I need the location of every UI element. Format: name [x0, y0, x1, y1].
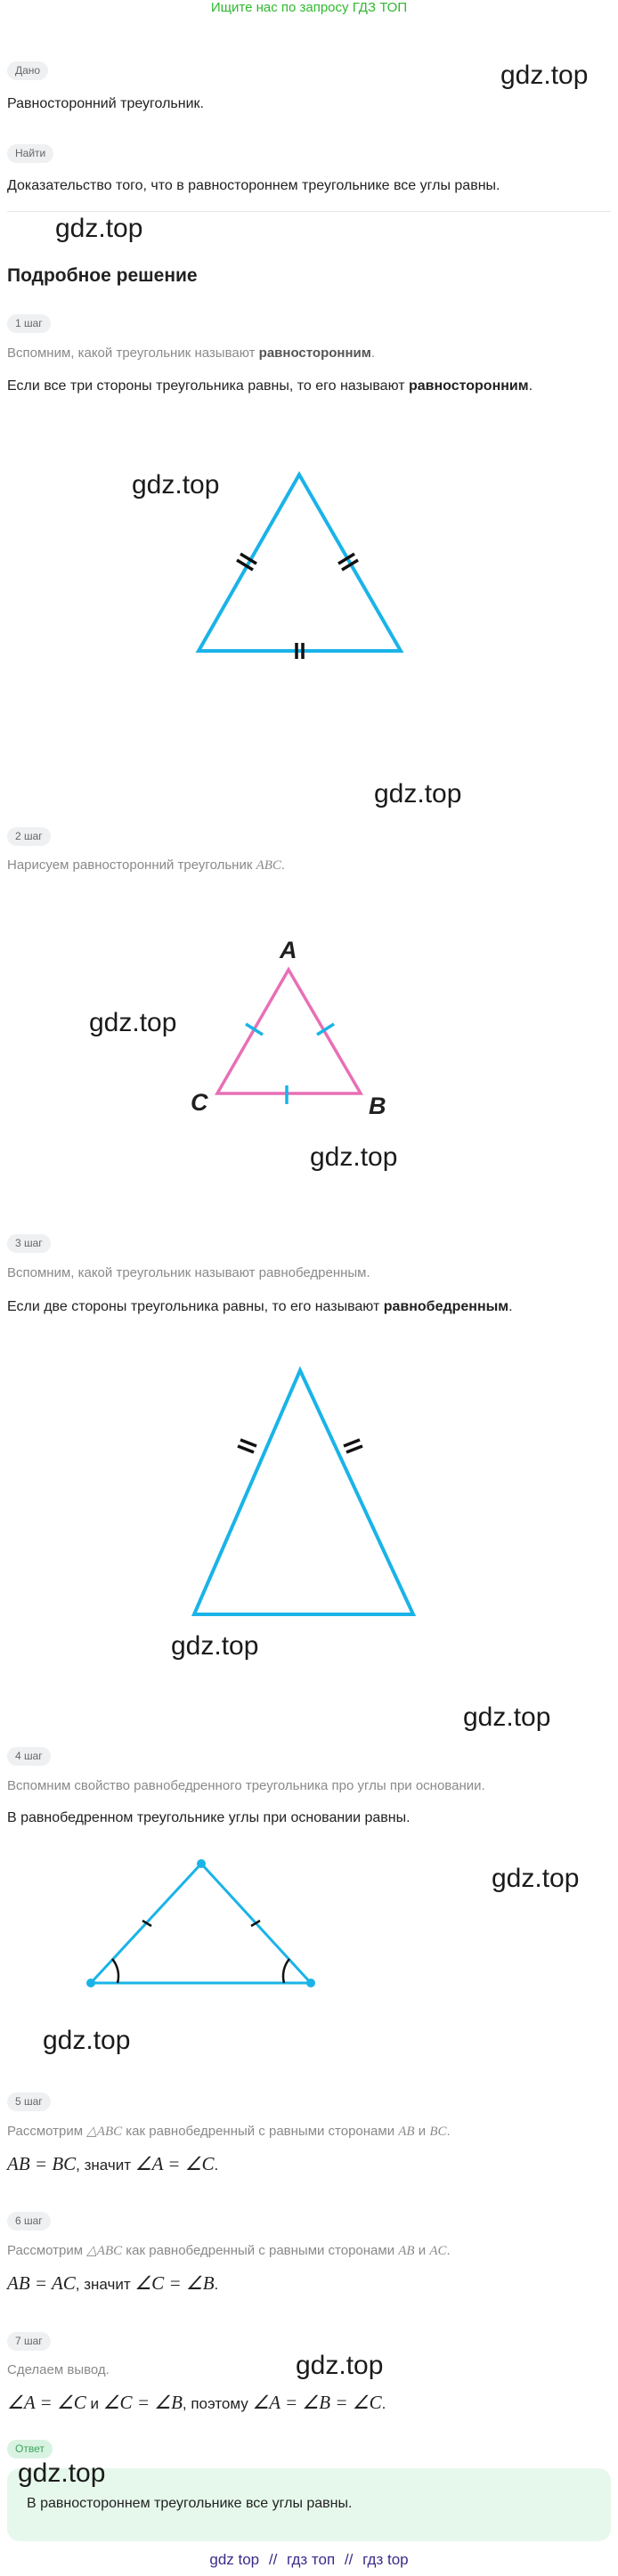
step3-hint: Вспомним, какой треугольник называют равнобедренным.	[7, 1265, 370, 1280]
footer-links	[0, 2551, 618, 2569]
vertex-label-b: B	[369, 1093, 386, 1119]
watermark: gdz.top	[132, 470, 220, 500]
step7-hint: Сделаем вывод.	[7, 2362, 110, 2377]
step5-chip: 5 шаг	[7, 2092, 51, 2111]
vertex-label-a: A	[280, 937, 297, 963]
watermark: gdz.top	[18, 2458, 106, 2488]
watermark: gdz.top	[55, 214, 143, 243]
step6-equation: AB = AC, значит ∠C = ∠B.	[7, 2272, 219, 2294]
step5-hint: Рассмотрим △ABC как равнобедренный с равными сторонами AB и BC.	[7, 2124, 451, 2139]
step6-chip: 6 шаг	[7, 2212, 51, 2231]
step2-hint: Нарисуем равносторонний треугольник ABC.	[7, 857, 286, 873]
top-banner[interactable]: Ищите нас по запросу ГДЗ ТОП	[210, 0, 408, 15]
find-text: Доказательство того, что в равностороннем треугольнике все углы равны.	[7, 178, 500, 193]
watermark: gdz.top	[43, 2026, 131, 2055]
vertex-label-c: C	[191, 1089, 208, 1116]
given-text: Равносторонний треугольник.	[7, 96, 204, 111]
watermark: gdz.top	[374, 779, 462, 809]
footer-link-gdz-top-mixed[interactable]: гдз top	[362, 2551, 409, 2568]
watermark: gdz.top	[310, 1142, 398, 1172]
step4-text: В равнобедренном треугольнике углы при основании равны.	[7, 1810, 411, 1825]
answer-chip: Ответ	[7, 2440, 53, 2458]
footer-link-gdz-top[interactable]: gdz top	[209, 2551, 260, 2568]
step2-chip: 2 шаг	[7, 827, 51, 846]
step6-hint: Рассмотрим △ABC как равнобедренный с равными сторонами AB и AC.	[7, 2243, 451, 2258]
step4-chip: 4 шаг	[7, 1747, 51, 1766]
find-chip: Найти	[7, 144, 53, 163]
answer-text: В равностороннем треугольнике все углы равны.	[27, 2496, 353, 2511]
watermark: gdz.top	[296, 2351, 384, 2380]
step3-chip: 3 шаг	[7, 1234, 51, 1253]
step4-hint: Вспомним свойство равнобедренного треугольника про углы при основании.	[7, 1778, 485, 1793]
watermark: gdz.top	[89, 1008, 177, 1037]
watermark: gdz.top	[171, 1631, 259, 1661]
given-chip: Дано	[7, 61, 48, 80]
watermark: gdz.top	[463, 1702, 551, 1732]
footer-separator: //	[268, 2551, 278, 2568]
watermark: gdz.top	[500, 61, 589, 90]
footer-separator: //	[344, 2551, 354, 2568]
footer-link-gdz-top-ru[interactable]: гдз топ	[287, 2551, 336, 2568]
solution-title: Подробное решение	[7, 265, 198, 286]
step3-text: Если две стороны треугольника равны, то его называют равнобедренным.	[7, 1299, 513, 1314]
step1-chip: 1 шаг	[7, 314, 51, 333]
step5-equation: AB = BC, значит ∠A = ∠C.	[7, 2153, 219, 2174]
step7-chip: 7 шаг	[7, 2332, 51, 2351]
step1-hint: Вспомним, какой треугольник называют равносторонним.	[7, 345, 376, 361]
watermark: gdz.top	[492, 1864, 580, 1893]
step7-equation: ∠A = ∠C и ∠C = ∠B, поэтому ∠A = ∠B = ∠C.	[7, 2392, 386, 2413]
step1-text: Если все три стороны треугольника равны, то его называют равносторонним.	[7, 378, 533, 394]
